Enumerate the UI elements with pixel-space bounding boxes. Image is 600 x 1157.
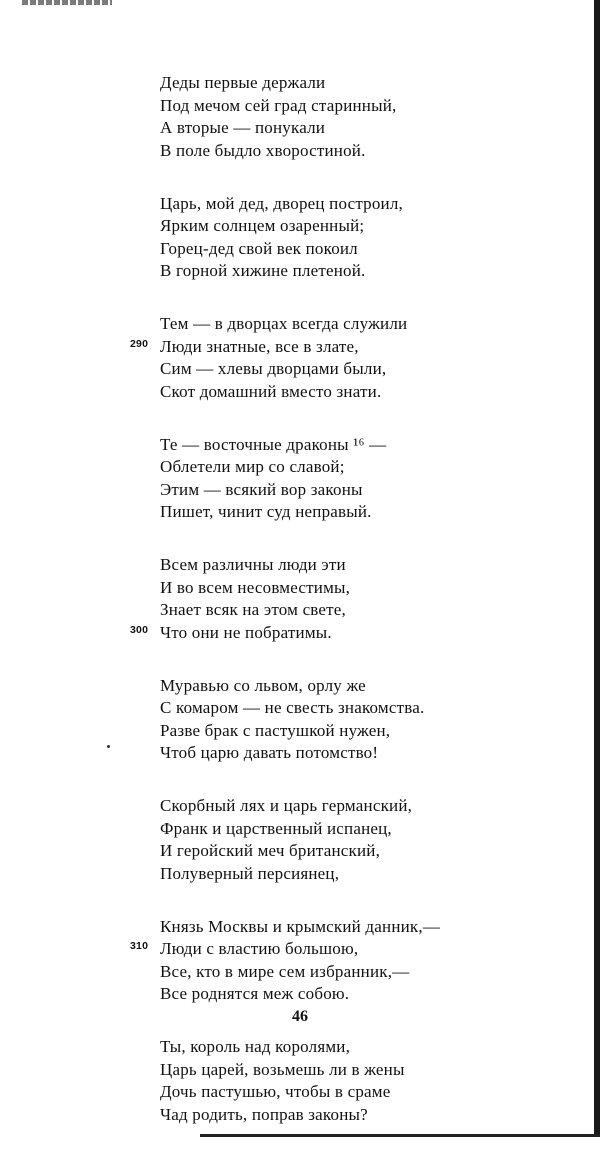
poem-line	[160, 697, 560, 720]
line-number: 300	[130, 623, 149, 636]
stanza	[160, 1036, 560, 1126]
poem-line-text: В горной хижине плетеной.	[160, 261, 366, 280]
poem-line-text: Сим — хлевы дворцами были,	[160, 359, 387, 378]
poem-line	[160, 554, 560, 577]
poem-line-text: Деды первые держали	[160, 73, 326, 92]
poem-line	[160, 742, 560, 765]
poem-line	[160, 577, 560, 600]
poem-line-text: Под мечом сей град старинный,	[160, 95, 397, 115]
poem-line	[160, 818, 560, 841]
stanza	[160, 193, 560, 283]
poem-line-text: Те — восточные драконы ¹⁶ —	[160, 434, 387, 454]
poem-line-text: Скорбный лях и царь германский,	[160, 796, 413, 815]
line-number: 290	[130, 337, 149, 350]
poem-line-text: В поле быдло хворостиной.	[160, 140, 366, 160]
poem-line-text: Чад родить, поправ законы?	[160, 1104, 368, 1124]
poem-line-text: А вторые — понукали	[160, 118, 326, 137]
poem-line	[160, 140, 560, 163]
poem-line-text: Что они не побратимы.	[160, 622, 332, 642]
poem-line-text: Муравью со львом, орлу же	[160, 675, 366, 695]
poem-line-text: Этим — всякий вор законы	[160, 479, 363, 499]
line-number: 310	[130, 940, 149, 952]
poem-line-text: Все роднятся меж собою.	[160, 984, 350, 1003]
poem-line-text: Чтоб царю давать потомство!	[160, 743, 379, 762]
scan-top-artifact	[22, 0, 112, 5]
scan-right-edge	[594, 0, 600, 1137]
poem-line	[160, 599, 560, 622]
stanza	[160, 72, 560, 162]
poem-line-text: Люди с властию большою,	[160, 939, 359, 958]
poem-line-text: Царь, мой дед, дворец построил,	[160, 193, 403, 213]
poem-line	[160, 501, 560, 524]
poem-line-text: Ты, король над королями,	[160, 1037, 351, 1056]
poem-line-text: Царь царей, возьмешь ли в жены	[160, 1059, 405, 1079]
poem-line	[160, 193, 560, 216]
stanza	[160, 675, 560, 765]
page-number: 46	[292, 1008, 308, 1025]
stanza	[160, 434, 560, 524]
stanza	[130, 554, 560, 644]
scan-speck	[107, 745, 110, 748]
poem-line	[160, 358, 560, 381]
poem-line	[160, 456, 560, 479]
poem-text	[130, 72, 560, 1157]
poem-line-text: Князь Москвы и крымский данник,—	[160, 916, 441, 936]
poem-line	[160, 1036, 560, 1059]
poem-line	[160, 313, 560, 336]
poem-line	[160, 238, 560, 261]
poem-line-text: Полуверный персиянец,	[160, 863, 340, 883]
stanza	[160, 795, 560, 885]
poem-line-text: И геройский меч британский,	[160, 841, 381, 860]
poem-line	[130, 336, 560, 359]
poem-line-text: Разве брак с пастушкой нужен,	[160, 720, 391, 740]
poem-line	[160, 479, 560, 502]
poem-line	[130, 938, 560, 961]
stanza	[130, 313, 560, 403]
poem-line	[160, 675, 560, 698]
poem-line-text: Люди знатные, все в злате,	[160, 336, 359, 356]
poem-line-text: Тем — в дворцах всегда служили	[160, 314, 408, 333]
poem-line-text: И во всем несовместимы,	[160, 577, 351, 597]
poem-line-text: Облетели мир со славой;	[160, 457, 345, 476]
poem-line-text: Ярким солнцем озаренный;	[160, 216, 365, 235]
poem-line	[160, 961, 560, 984]
poem-line-text: Пишет, чинит суд неправый.	[160, 502, 372, 521]
poem-line	[160, 381, 560, 404]
stanza	[130, 916, 560, 1006]
poem-line	[160, 983, 560, 1006]
poem-line	[160, 434, 560, 457]
poem-line-text: Франк и царственный испанец,	[160, 818, 392, 838]
poem-line-text: С комаром — не свесть знакомства.	[160, 698, 425, 717]
poem-line	[160, 215, 560, 238]
poem-line	[160, 117, 560, 140]
poem-line-text: Знает всяк на этом свете,	[160, 600, 347, 619]
poem-line	[160, 72, 560, 95]
poem-line-text: Горец-дед свой век покоил	[160, 238, 358, 258]
poem-line	[130, 622, 560, 645]
poem-line	[160, 1081, 560, 1104]
poem-line	[160, 795, 560, 818]
poem-line-text: Все, кто в мире сем избранник,—	[160, 961, 410, 981]
poem-line	[160, 840, 560, 863]
poem-line	[160, 720, 560, 743]
poem-line	[160, 863, 560, 886]
poem-line	[160, 1059, 560, 1082]
poem-line	[160, 916, 560, 939]
poem-line	[160, 260, 560, 283]
poem-line-text: Скот домашний вместо знати.	[160, 381, 382, 401]
poem-line-text: Всем различны люди эти	[160, 555, 346, 574]
poem-line	[160, 1104, 560, 1127]
poem-line	[160, 95, 560, 118]
poem-line-text: Дочь пастушью, чтобы в сраме	[160, 1082, 391, 1101]
